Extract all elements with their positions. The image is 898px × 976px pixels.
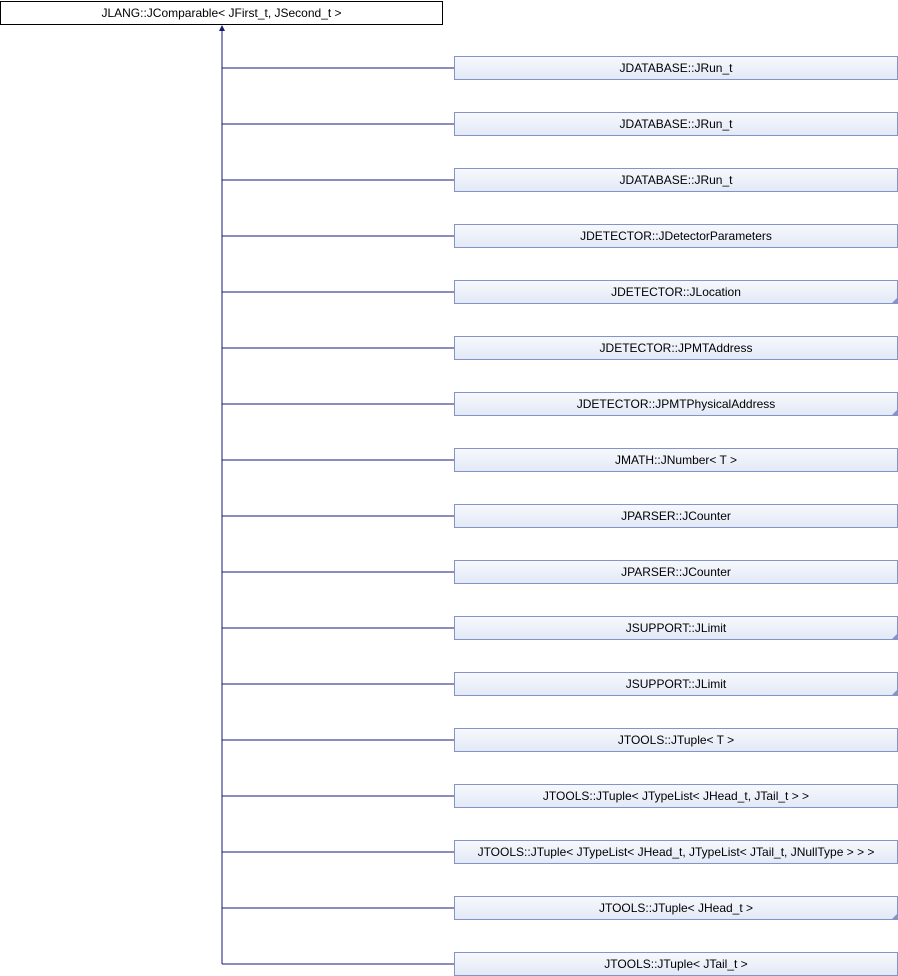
derived-class-node[interactable] bbox=[454, 728, 898, 752]
derived-class-node[interactable] bbox=[454, 952, 898, 976]
more-subclasses-corner-icon bbox=[892, 298, 897, 303]
derived-class-label: JTOOLS::JTuple< T > bbox=[617, 733, 735, 747]
derived-class-label: JTOOLS::JTuple< JTypeList< JHead_t, JTail_t > > bbox=[542, 789, 810, 803]
derived-class-node[interactable] bbox=[454, 392, 898, 416]
derived-class-label: JDETECTOR::JPMTPhysicalAddress bbox=[576, 397, 776, 411]
derived-class-node[interactable] bbox=[454, 504, 898, 528]
derived-class-label: JSUPPORT::JLimit bbox=[625, 621, 727, 635]
derived-class-node[interactable] bbox=[454, 56, 898, 80]
derived-class-node[interactable] bbox=[454, 112, 898, 136]
derived-class-label: JDATABASE::JRun_t bbox=[619, 61, 733, 75]
derived-class-node[interactable] bbox=[454, 560, 898, 584]
derived-class-label: JTOOLS::JTuple< JHead_t > bbox=[598, 901, 754, 915]
derived-class-node[interactable] bbox=[454, 840, 898, 864]
base-class-label: JLANG::JComparable< JFirst_t, JSecond_t > bbox=[101, 6, 342, 20]
derived-class-label: JDATABASE::JRun_t bbox=[619, 173, 733, 187]
derived-class-node[interactable] bbox=[454, 224, 898, 248]
derived-class-node[interactable] bbox=[454, 672, 898, 696]
derived-class-label: JSUPPORT::JLimit bbox=[625, 677, 727, 691]
derived-class-node[interactable] bbox=[454, 168, 898, 192]
derived-class-label: JMATH::JNumber< T > bbox=[614, 453, 738, 467]
more-subclasses-corner-icon bbox=[892, 634, 897, 639]
derived-class-node[interactable] bbox=[454, 280, 898, 304]
base-class-node bbox=[0, 1, 443, 25]
derived-class-node[interactable] bbox=[454, 896, 898, 920]
more-subclasses-corner-icon bbox=[892, 914, 897, 919]
derived-class-label: JPARSER::JCounter bbox=[621, 509, 731, 523]
derived-class-node[interactable] bbox=[454, 616, 898, 640]
derived-class-label: JDETECTOR::JPMTAddress bbox=[599, 341, 753, 355]
derived-class-node[interactable] bbox=[454, 336, 898, 360]
more-subclasses-corner-icon bbox=[892, 690, 897, 695]
derived-class-label: JPARSER::JCounter bbox=[621, 565, 731, 579]
inheritance-arrow-icon bbox=[219, 25, 225, 31]
derived-class-node[interactable] bbox=[454, 784, 898, 808]
derived-class-node[interactable] bbox=[454, 448, 898, 472]
derived-class-label: JTOOLS::JTuple< JTail_t > bbox=[604, 957, 748, 971]
derived-class-label: JDATABASE::JRun_t bbox=[619, 117, 733, 131]
derived-class-label: JTOOLS::JTuple< JTypeList< JHead_t, JTypeList< JTail_t, JNullType > > > bbox=[477, 845, 875, 859]
derived-class-label: JDETECTOR::JLocation bbox=[611, 285, 741, 299]
more-subclasses-corner-icon bbox=[892, 410, 897, 415]
derived-class-label: JDETECTOR::JDetectorParameters bbox=[580, 229, 772, 243]
